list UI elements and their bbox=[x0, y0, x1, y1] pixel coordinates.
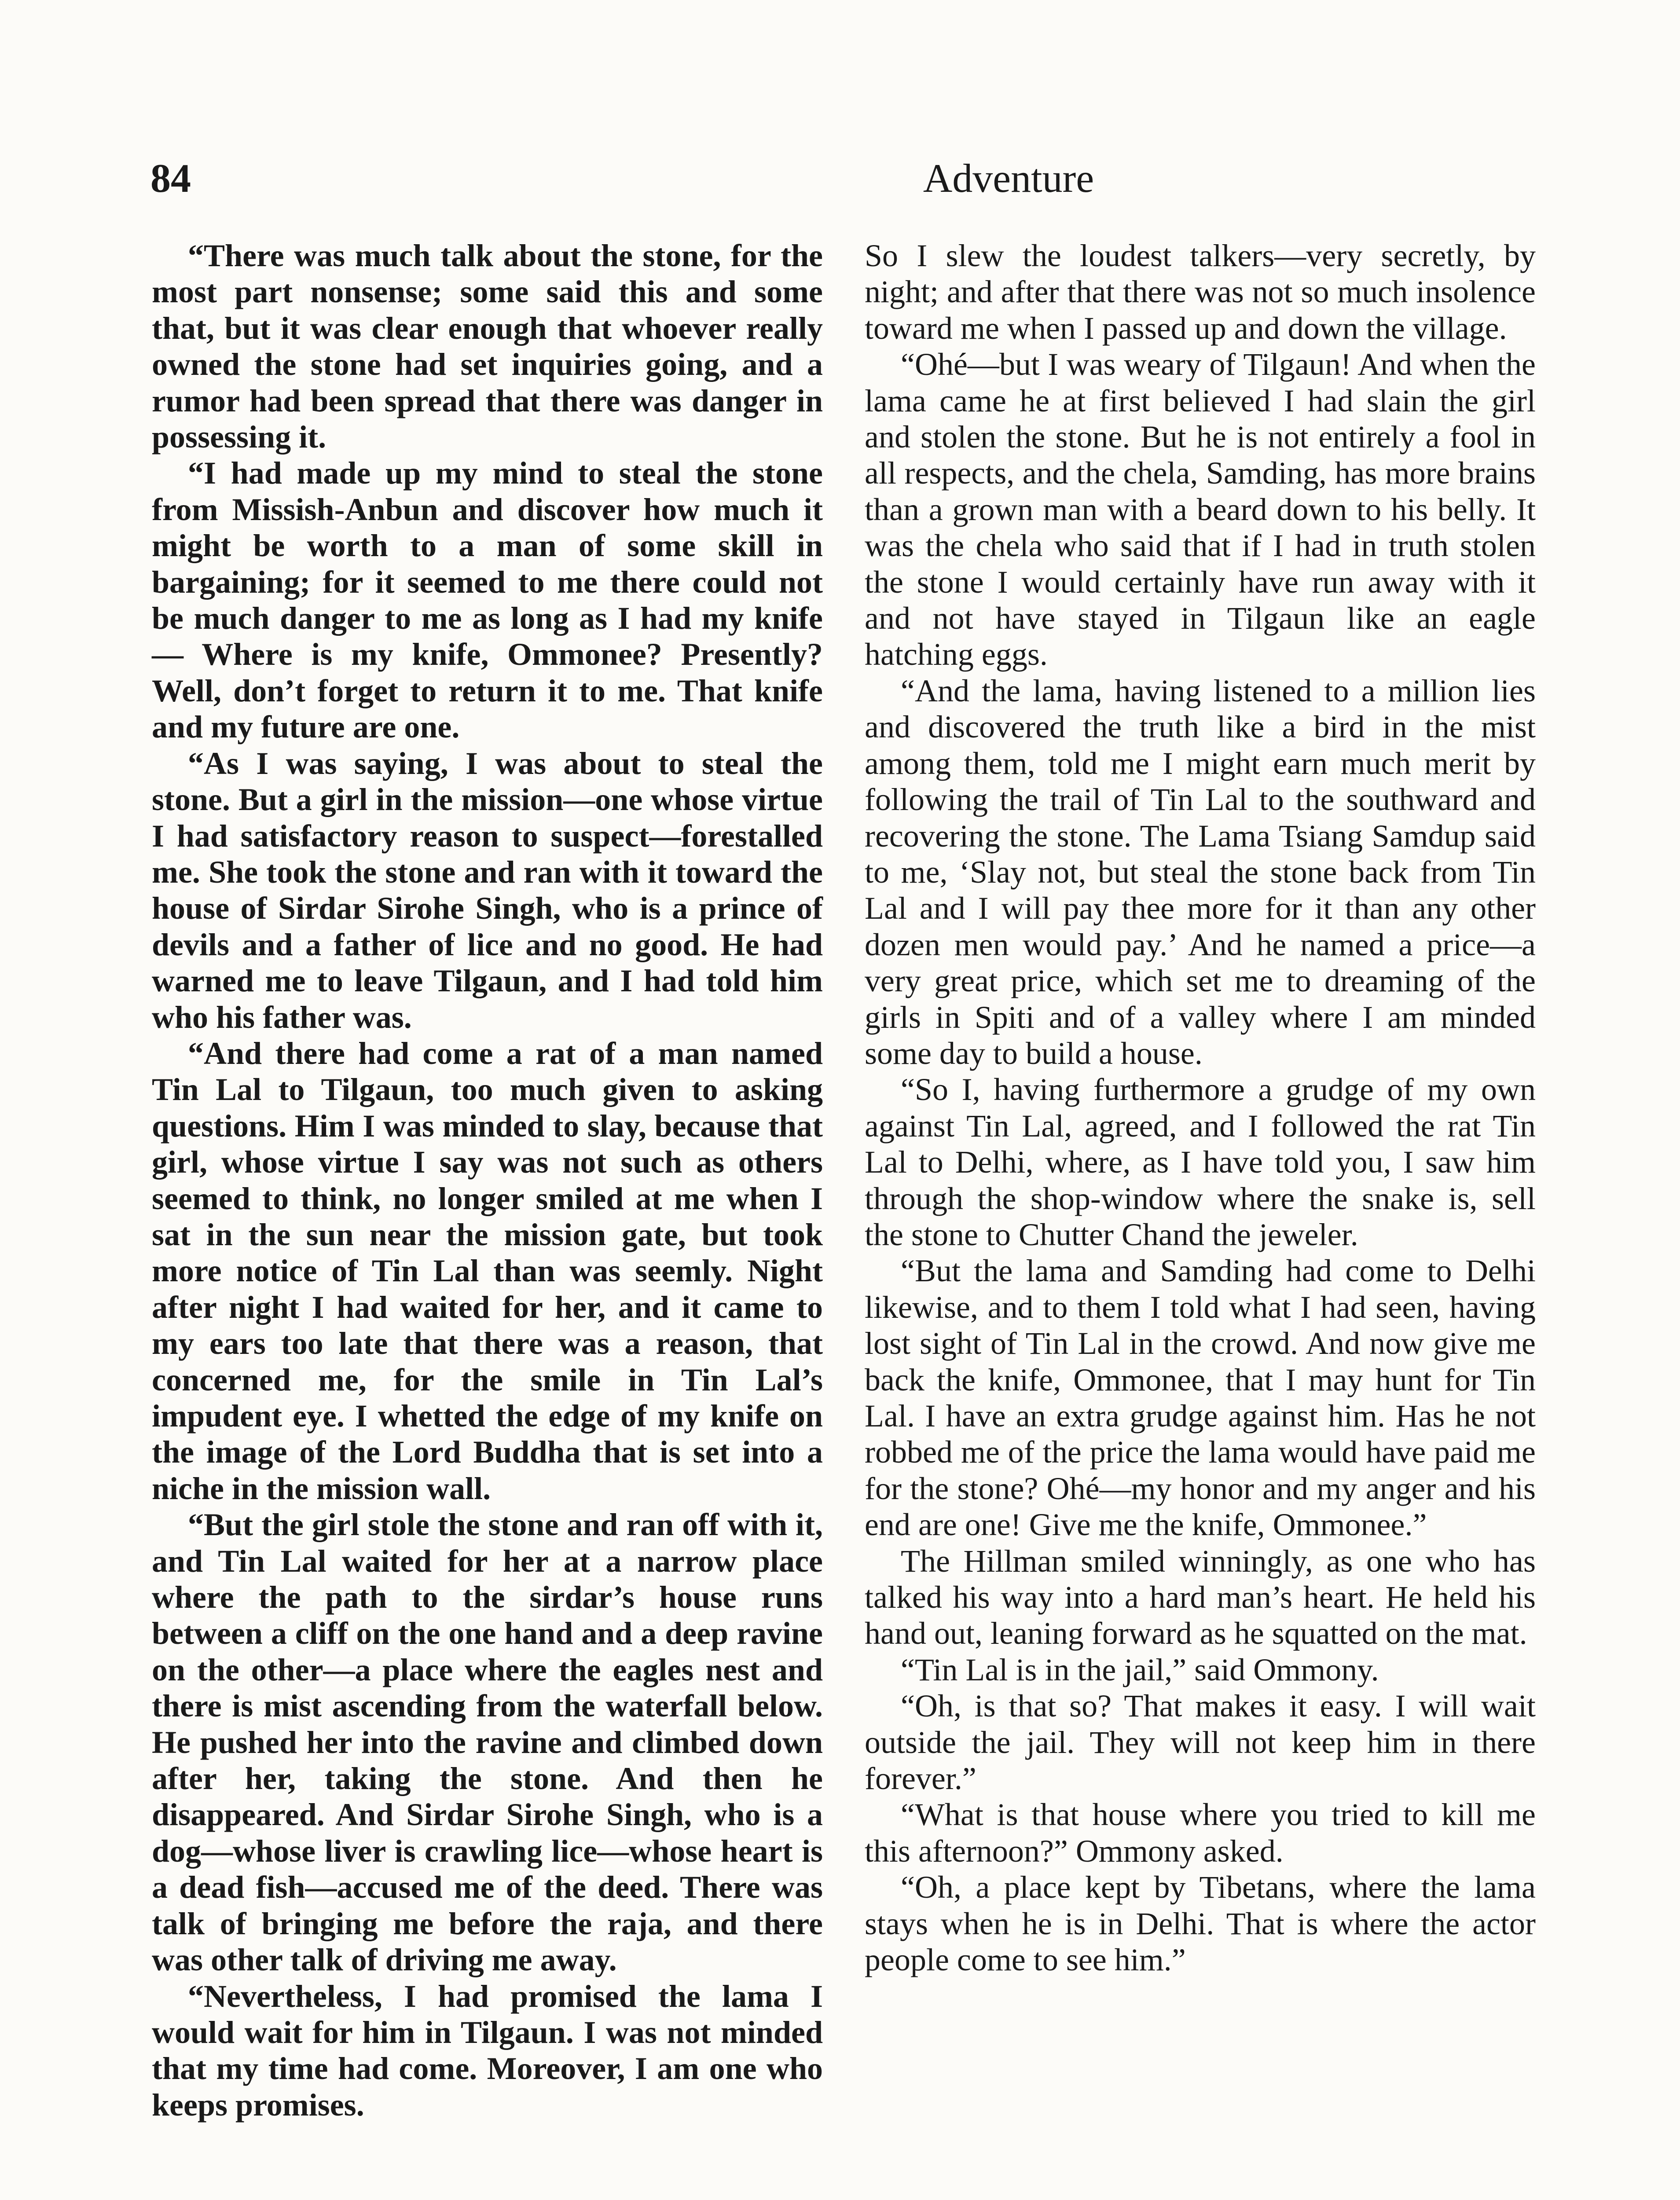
paragraph: “There was much talk about the stone, for the most part nonsense; some said this and some that, but it was clear enough that whoever really owned the stone had set inquiries going, and a rumor had been spread that there was danger in possessing it. bbox=[152, 238, 823, 455]
paragraph: “Tin Lal is in the jail,” said Ommony. bbox=[901, 1652, 1379, 1687]
left-column bbox=[152, 238, 823, 2123]
right-column bbox=[865, 238, 1536, 1978]
paragraph: “But the lama and Samding had come to Delhi likewise, and to them I told what I had seen, having lost sight of Tin Lal in the crowd. And now give me back the knife, Ommonee, that I may hunt for Tin Lal. I have an extra grudge against him. Has he not robbed me of the price the lama would have paid me for the stone? Ohé—my honor and my anger and his end are one! Give me the knife, Ommonee.” bbox=[865, 1253, 1536, 1543]
paragraph: “What is that house where you tried to kill me this afternoon?” Ommony asked. bbox=[865, 1797, 1536, 1869]
paragraph: The Hillman smiled winningly, as one who has talked his way into a hard man’s heart. He held his hand out, leaning forward as he squatted on the mat. bbox=[865, 1543, 1536, 1651]
running-head: Adventure bbox=[923, 156, 1094, 201]
paragraph: “Oh, is that so? That makes it easy. I will wait outside the jail. They will not keep him in there forever.” bbox=[865, 1688, 1536, 1797]
paragraph: “And the lama, having listened to a million lies and discovered the truth like a bird in the mist among them, told me I might earn much merit by following the trail of Tin Lal to the southward and recovering the stone. The Lama Tsiang Samdup said to me, ‘Slay not, but steal the stone back from Tin Lal and I will pay thee more for it than any other dozen men would pay.’ And he named a price—a very great price, which set me to dreaming of the girls in Spiti and of a valley where I am minded some day to build a house. bbox=[865, 673, 1536, 1071]
paragraph: “And there had come a rat of a man named Tin Lal to Tilgaun, too much given to asking questions. Him I was minded to slay, because that girl, whose virtue I say was not such as others seemed to think, no longer smiled at me when I sat in the sun near the mission gate, but took more notice of Tin Lal than was seemly. Night after night I had waited for her, and it came to my ears too late that there was a reason, that concerned me, for the smile in Tin Lal’s impudent eye. I whetted the edge of my knife on the image of the Lord Buddha that is set into a niche in the mission wall. bbox=[152, 1035, 823, 1506]
paragraph: “Ohé—but I was weary of Tilgaun! And when the lama came he at first believed I had slain the girl and stolen the stone. But he is not entirely a fool in all respects, and the chela, Samding, has more brains than a grown man with a beard down to his belly. It was the chela who said that if I had in truth stolen the stone I would certainly have run away with it and not have stayed in Tilgaun like an eagle hatching eggs. bbox=[865, 347, 1536, 672]
page-header bbox=[150, 145, 1537, 211]
paragraph: “So I, having furthermore a grudge of my own against Tin Lal, agreed, and I followed the rat Tin Lal to Delhi, where, as I have told you, I saw him through the shop-window where the snake is, sell the stone to Chutter Chand the jeweler. bbox=[865, 1072, 1536, 1252]
paragraph: “Nevertheless, I had promised the lama I would wait for him in Tilgaun. I was not minded that my time had come. Moreover, I am one who keeps promises. bbox=[152, 1978, 823, 2123]
paragraph: “I had made up my mind to steal the stone from Missish-Anbun and discover how much it might be worth to a man of some skill in bargaining; for it seemed to me there could not be much danger to me as long as I had my knife— Where is my knife, Ommonee? Presently? Well, don’t forget to return it to me. That knife and my future are one. bbox=[152, 455, 823, 745]
paragraph: “But the girl stole the stone and ran off with it, and Tin Lal waited for her at a narrow place where the path to the sirdar’s house runs between a cliff on the one hand and a deep ravine on the other—a place where the eagles nest and there is mist ascending from the waterfall below. He pushed her into the ravine and climbed down after her, taking the stone. And then he disappeared. And Sirdar Sirohe Singh, who is a dog—whose liver is crawling lice—whose heart is a dead fish—accused me of the deed. There was talk of bringing me before the raja, and there was other talk of driving me away. bbox=[152, 1507, 823, 1978]
page-number: 84 bbox=[150, 156, 191, 201]
paragraph: So I slew the loudest talkers—very secretly, by night; and after that there was not so much insolence toward me when I passed up and down the village. bbox=[865, 238, 1536, 346]
paragraph: “Oh, a place kept by Tibetans, where the lama stays when he is in Delhi. That is where the actor people come to see him.” bbox=[865, 1870, 1536, 1978]
paragraph: “As I was saying, I was about to steal the stone. But a girl in the mission—one whose virtue I had satisfactory reason to suspect—forestalled me. She took the stone and ran with it toward the house of Sirdar Sirohe Singh, who is a prince of devils and a father of lice and no good. He had warned me to leave Tilgaun, and I had told him who his father was. bbox=[152, 745, 823, 1035]
